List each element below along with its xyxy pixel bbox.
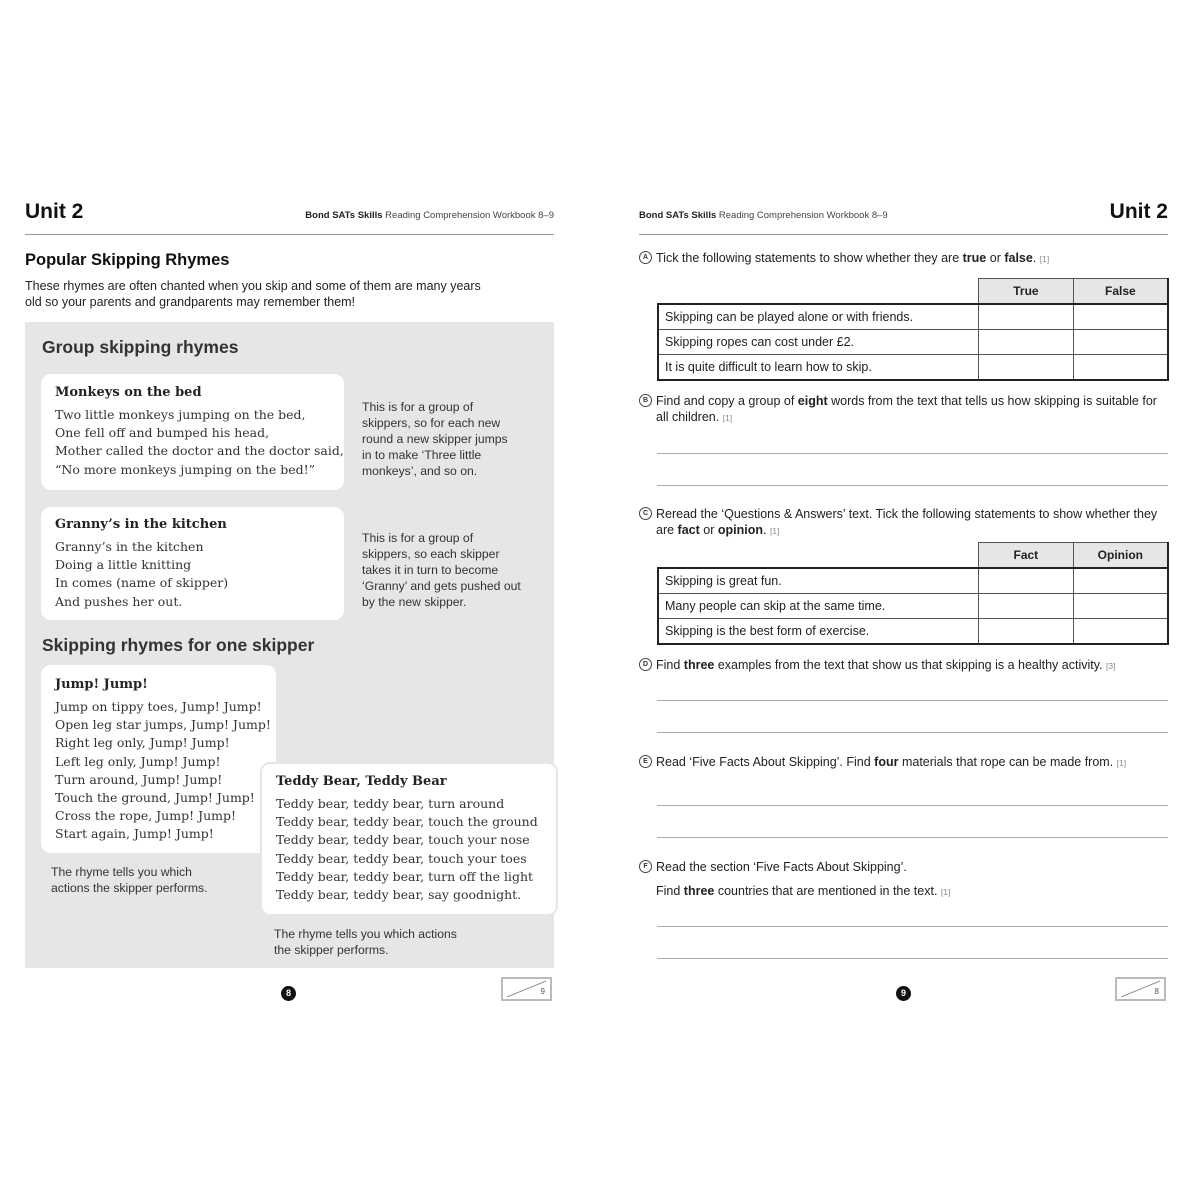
answer-line[interactable] [657, 837, 1168, 838]
rhyme-note-teddy [274, 926, 457, 958]
tick-cell[interactable] [979, 594, 1074, 619]
note-line: by the new skipper. [362, 595, 467, 609]
intro-line: old so your parents and grandparents may remember them! [25, 295, 356, 309]
question-text: materials that rope can be made from. [898, 755, 1114, 769]
table-header-row [658, 543, 1168, 569]
left-progress-box [501, 977, 552, 1001]
table-row [658, 330, 1168, 355]
answer-line[interactable] [657, 453, 1168, 454]
question-bold: opinion [717, 523, 763, 537]
rhyme-line: “No more monkeys jumping on the bed!” [55, 461, 316, 477]
tick-cell[interactable] [1073, 568, 1168, 594]
rhyme-card-granny [41, 507, 344, 620]
question-text: Reread the ‘Questions & Answers’ text. Tick the following statements to show whether they are [656, 507, 1158, 537]
note-line: monkeys’, and so on. [362, 464, 478, 478]
note-line: round a new skipper jumps [362, 432, 508, 446]
rhyme-line: Touch the ground, Jump! Jump! [55, 790, 255, 806]
series-rest: Reading Comprehension Workbook 8–9 [382, 210, 554, 221]
question-text: countries that are mentioned in the text. [714, 884, 938, 898]
rhyme-line: Right leg only, Jump! Jump! [55, 735, 230, 751]
question-text: Find and copy a group of [656, 394, 798, 408]
rhyme-line: One fell off and bumped his head, [55, 425, 270, 441]
rhyme-card-jump [41, 665, 276, 853]
mark-allocation: [3] [1106, 661, 1116, 671]
question-text: words from the text that tells us how skipping is suitable for all children. [656, 394, 1157, 424]
question-letter: E [639, 755, 652, 768]
rhyme-line: Granny’s in the kitchen [55, 539, 204, 554]
tick-cell[interactable] [1073, 304, 1168, 330]
series-rest: Reading Comprehension Workbook 8–9 [716, 210, 888, 221]
series-bold: Bond SATs Skills [639, 210, 717, 221]
true-false-table [657, 278, 1169, 381]
note-line: takes it in turn to become [362, 563, 499, 577]
rhyme-note-granny [362, 530, 521, 610]
table-header: Fact [979, 543, 1074, 569]
question-b [639, 393, 1171, 426]
note-line: The rhyme tells you which [51, 865, 192, 879]
question-letter: C [639, 507, 652, 520]
rhyme-line: Turn around, Jump! Jump! [55, 771, 223, 787]
note-line: the skipper performs. [274, 943, 389, 957]
question-text: Find [656, 658, 684, 672]
question-e [639, 754, 1179, 771]
rhyme-line: Teddy bear, teddy bear, turn around [276, 796, 505, 811]
note-line: The rhyme tells you which actions [274, 927, 457, 941]
note-line: This is for a group of [362, 531, 474, 545]
answer-line[interactable] [657, 926, 1168, 927]
rhyme-line: Teddy bear, teddy bear, say goodnight. [276, 887, 522, 903]
tick-cell[interactable] [979, 568, 1074, 594]
tick-cell[interactable] [1073, 619, 1168, 645]
note-line: This is for a group of [362, 400, 474, 414]
right-header-rule [639, 234, 1168, 235]
question-letter: A [639, 251, 652, 264]
rhyme-line: Jump on tippy toes, Jump! Jump! [55, 699, 262, 714]
question-bold: four [874, 755, 899, 769]
tick-cell[interactable] [979, 355, 1074, 381]
rhyme-line: Teddy bear, teddy bear, touch your toes [276, 850, 527, 866]
rhyme-note-monkeys [362, 399, 508, 479]
question-bold: fact [677, 523, 700, 537]
question-bold: three [683, 658, 715, 672]
question-letter: F [639, 860, 652, 873]
question-f [639, 859, 1169, 900]
rhyme-line: Teddy bear, teddy bear, touch the ground [276, 814, 538, 830]
rhyme-line: And pushes her out. [55, 593, 183, 609]
rhyme-note-jump [51, 864, 207, 896]
group-heading: Group skipping rhymes [42, 337, 239, 357]
question-letter: B [639, 394, 652, 407]
answer-line[interactable] [657, 805, 1168, 806]
question-a [639, 250, 1169, 267]
tick-cell[interactable] [979, 304, 1074, 330]
question-text: . [762, 523, 767, 537]
rhyme-card-teddy [260, 762, 558, 916]
mark-allocation: [1] [722, 413, 733, 423]
tick-cell[interactable] [1073, 355, 1168, 381]
rhyme-line: Open leg star jumps, Jump! Jump! [55, 717, 271, 733]
statement-cell: Skipping is great fun. [658, 568, 979, 594]
tick-cell[interactable] [979, 619, 1074, 645]
tick-cell[interactable] [1073, 330, 1168, 355]
question-text: Find [656, 884, 684, 898]
note-line: skippers, so each skipper [362, 547, 500, 561]
answer-line[interactable] [657, 700, 1168, 701]
table-header: False [1073, 279, 1168, 305]
statement-cell: Many people can skip at the same time. [658, 594, 979, 619]
question-text: or [699, 523, 718, 537]
question-text: Tick the following statements to show whether they are [656, 251, 963, 265]
note-line: skippers, so for each new [362, 416, 501, 430]
fact-opinion-table [657, 542, 1169, 645]
note-line: in to make ‘Three little [362, 448, 482, 462]
statement-cell: Skipping can be played alone or with friends. [658, 304, 979, 330]
table-row [658, 594, 1168, 619]
rhyme-title: Monkeys on the bed [55, 385, 202, 400]
right-unit-label: Unit 2 [1109, 200, 1168, 223]
question-bold: eight [797, 394, 828, 408]
statement-cell: Skipping is the best form of exercise. [658, 619, 979, 645]
rhyme-line: Teddy bear, teddy bear, turn off the light [276, 868, 534, 884]
right-progress-box [1115, 977, 1166, 1001]
mark-allocation: [1] [1039, 254, 1050, 264]
question-c [639, 506, 1169, 539]
rhyme-line: Mother called the doctor and the doctor said, [55, 443, 344, 459]
mark-allocation: [1] [940, 887, 951, 897]
rhyme-line: In comes (name of skipper) [55, 575, 229, 591]
rhyme-line: Cross the rope, Jump! Jump! [55, 808, 237, 824]
rhyme-title: Teddy Bear, Teddy Bear [276, 774, 447, 789]
progress-number: 9 [540, 987, 545, 996]
intro-text [25, 278, 481, 310]
question-text: . [1032, 251, 1037, 265]
progress-number: 8 [1154, 987, 1159, 996]
question-text: examples from the text that show us that skipping is a healthy activity. [714, 658, 1103, 672]
question-text: Read ‘Five Facts About Skipping’. Find [656, 755, 875, 769]
mark-allocation: [1] [769, 526, 780, 536]
question-text: Read the section ‘Five Facts About Skipping’. [656, 860, 907, 874]
rhyme-card-monkeys [41, 374, 344, 490]
table-row [658, 568, 1168, 594]
rhyme-line: Doing a little knitting [55, 557, 192, 573]
statement-cell: It is quite difficult to learn how to skip. [658, 355, 979, 381]
intro-line: These rhymes are often chanted when you skip and some of them are many years [25, 279, 481, 293]
table-blank-cell [658, 543, 979, 569]
table-header: Opinion [1073, 543, 1168, 569]
note-line: ‘Granny’ and gets pushed out [362, 579, 521, 593]
question-bold: true [962, 251, 987, 265]
table-blank-cell [658, 279, 979, 305]
answer-line[interactable] [657, 732, 1168, 733]
left-header-rule [25, 234, 554, 235]
one-skipper-heading: Skipping rhymes for one skipper [42, 635, 315, 655]
rhyme-line: Start again, Jump! Jump! [55, 826, 214, 842]
rhyme-title: Jump! Jump! [55, 677, 148, 692]
answer-line[interactable] [657, 485, 1168, 486]
tick-cell[interactable] [979, 330, 1074, 355]
table-row [658, 355, 1168, 381]
question-letter: D [639, 658, 652, 671]
question-bold: false [1004, 251, 1033, 265]
right-series-title [639, 210, 888, 221]
rhyme-line: Two little monkeys jumping on the bed, [55, 407, 306, 422]
rhyme-line: Left leg only, Jump! Jump! [55, 753, 221, 769]
statement-cell: Skipping ropes can cost under £2. [658, 330, 979, 355]
right-page-number: 9 [896, 986, 911, 1001]
question-text: or [986, 251, 1005, 265]
mark-allocation: [1] [1116, 758, 1127, 768]
left-unit-label: Unit 2 [25, 200, 84, 223]
page-title: Popular Skipping Rhymes [25, 251, 230, 269]
left-series-title [305, 210, 554, 221]
question-bold: three [683, 884, 715, 898]
rhyme-line: Teddy bear, teddy bear, touch your nose [276, 832, 530, 848]
table-row [658, 619, 1168, 645]
question-d [639, 657, 1179, 674]
left-page-number: 8 [281, 986, 296, 1001]
rhyme-title: Granny’s in the kitchen [55, 517, 227, 532]
series-bold: Bond SATs Skills [305, 210, 383, 221]
note-line: actions the skipper performs. [51, 881, 208, 895]
table-row [658, 304, 1168, 330]
table-header: True [979, 279, 1074, 305]
question-line-2 [656, 883, 1169, 900]
answer-line[interactable] [657, 958, 1168, 959]
table-header-row [658, 279, 1168, 305]
tick-cell[interactable] [1073, 594, 1168, 619]
